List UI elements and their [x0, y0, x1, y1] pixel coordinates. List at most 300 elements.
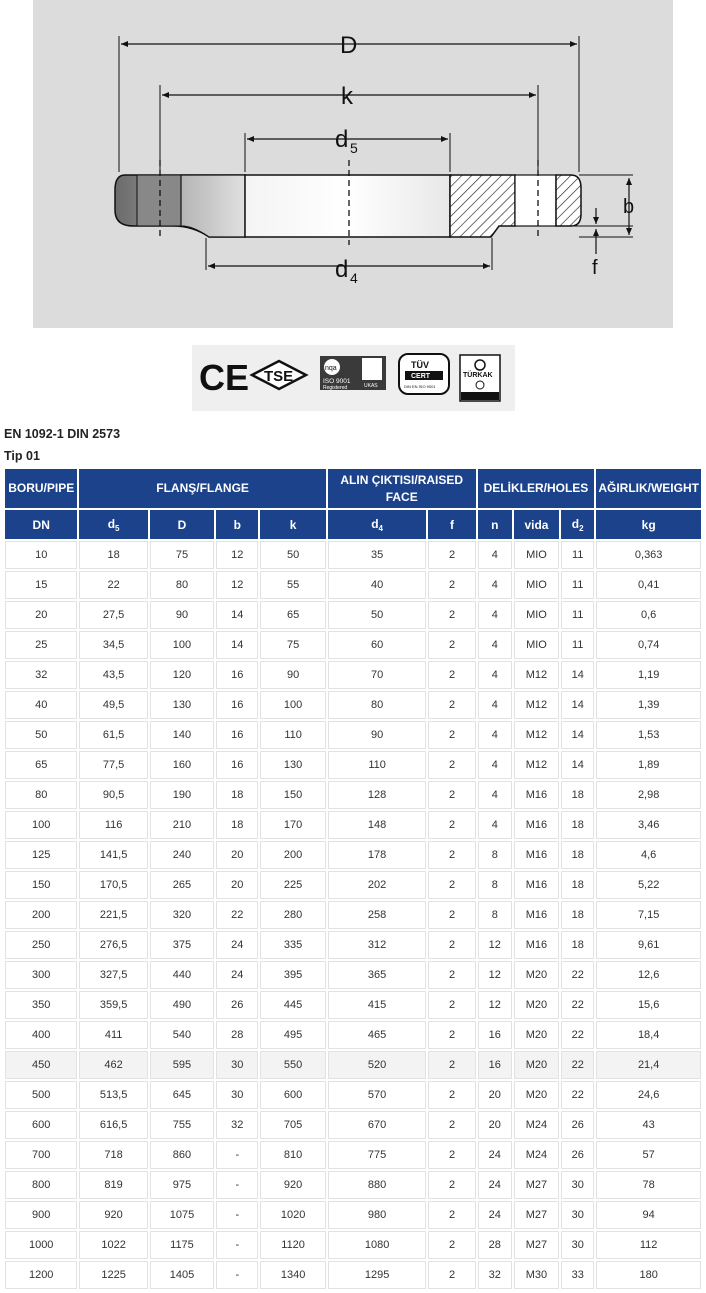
- turkak-logo-icon: [460, 355, 500, 401]
- col-d5-text: d: [107, 516, 116, 531]
- cell-D: 540: [150, 1021, 214, 1049]
- cell-n: 20: [478, 1111, 512, 1139]
- cell-b: 30: [216, 1081, 258, 1109]
- cell-d2: 11: [561, 601, 594, 629]
- cell-k: 550: [260, 1051, 325, 1079]
- cell-k: 495: [260, 1021, 325, 1049]
- cell-d5: 462: [79, 1051, 147, 1079]
- cell-vida: M12: [514, 661, 559, 689]
- cell-b: -: [216, 1231, 258, 1259]
- ukas-text: UKAS: [364, 383, 378, 389]
- cell-dn: 250: [5, 931, 77, 959]
- cell-n: 12: [478, 961, 512, 989]
- cell-d5: 819: [79, 1171, 147, 1199]
- cell-d5: 116: [79, 811, 147, 839]
- ce-mark-icon: CE: [199, 357, 250, 398]
- cell-d4: 365: [328, 961, 427, 989]
- table-row: [5, 751, 701, 779]
- cell-d2: 22: [561, 1021, 594, 1049]
- cell-f: 2: [428, 571, 475, 599]
- col-d2: [561, 510, 594, 539]
- cell-d5: 513,5: [79, 1081, 147, 1109]
- cell-k: 130: [260, 751, 325, 779]
- cell-D: 595: [150, 1051, 214, 1079]
- cell-kg: 12,6: [596, 961, 701, 989]
- cell-f: 2: [428, 1111, 475, 1139]
- cell-n: 12: [478, 991, 512, 1019]
- table-row: [5, 721, 701, 749]
- cell-kg: 1,89: [596, 751, 701, 779]
- cell-dn: 80: [5, 781, 77, 809]
- iso-line2-text: Registered: [323, 385, 348, 391]
- cell-f: 2: [428, 661, 475, 689]
- cell-vida: M16: [514, 781, 559, 809]
- cell-b: 16: [216, 721, 258, 749]
- header-pipe: BORU/PIPE: [5, 469, 77, 508]
- cell-D: 80: [150, 571, 214, 599]
- tuv-cert-logo-icon: [399, 354, 449, 394]
- cell-dn: 1200: [5, 1261, 77, 1289]
- turkak-text: TÜRKAK: [463, 372, 493, 379]
- dimension-label-D: D: [340, 32, 358, 59]
- cell-kg: 57: [596, 1141, 701, 1169]
- cell-f: 2: [428, 1231, 475, 1259]
- cell-kg: 0,74: [596, 631, 701, 659]
- cell-d5: 327,5: [79, 961, 147, 989]
- table-row: [5, 1081, 701, 1109]
- table-row: [5, 1231, 701, 1259]
- cell-d2: 33: [561, 1261, 594, 1289]
- tuv-top-text: TÜV: [411, 360, 429, 370]
- cell-f: 2: [428, 1201, 475, 1229]
- cell-f: 2: [428, 991, 475, 1019]
- cell-b: 16: [216, 661, 258, 689]
- header-weight: AĞIRLIK/WEIGHT: [596, 469, 701, 508]
- cell-dn: 300: [5, 961, 77, 989]
- cell-b: 14: [216, 601, 258, 629]
- cell-vida: M20: [514, 991, 559, 1019]
- cell-D: 100: [150, 631, 214, 659]
- cell-d2: 11: [561, 571, 594, 599]
- cell-d4: 50: [328, 601, 427, 629]
- cell-kg: 7,15: [596, 901, 701, 929]
- table-row: [5, 1201, 701, 1229]
- cell-dn: 150: [5, 871, 77, 899]
- cell-k: 150: [260, 781, 325, 809]
- cell-n: 8: [478, 901, 512, 929]
- cell-d4: 90: [328, 721, 427, 749]
- cell-d4: 70: [328, 661, 427, 689]
- cell-k: 65: [260, 601, 325, 629]
- col-d4: [328, 510, 427, 539]
- cell-d5: 359,5: [79, 991, 147, 1019]
- cell-kg: 78: [596, 1171, 701, 1199]
- cell-D: 240: [150, 841, 214, 869]
- cell-d5: 616,5: [79, 1111, 147, 1139]
- dimension-label-d4: d: [335, 256, 349, 283]
- cell-dn: 350: [5, 991, 77, 1019]
- cell-dn: 200: [5, 901, 77, 929]
- cell-n: 4: [478, 781, 512, 809]
- dimension-label-d5-sub: 5: [350, 140, 358, 156]
- certification-logos: [192, 345, 515, 411]
- cell-vida: M12: [514, 691, 559, 719]
- cell-n: 24: [478, 1201, 512, 1229]
- cell-vida: M16: [514, 841, 559, 869]
- cell-vida: M27: [514, 1171, 559, 1199]
- cell-kg: 15,6: [596, 991, 701, 1019]
- cell-vida: MIO: [514, 631, 559, 659]
- table-row: [5, 1261, 701, 1289]
- cell-d4: 465: [328, 1021, 427, 1049]
- cell-vida: MIO: [514, 541, 559, 569]
- cell-kg: 18,4: [596, 1021, 701, 1049]
- cell-d5: 18: [79, 541, 147, 569]
- cell-dn: 50: [5, 721, 77, 749]
- cell-k: 705: [260, 1111, 325, 1139]
- dimension-label-k: k: [341, 83, 353, 110]
- cell-n: 4: [478, 541, 512, 569]
- cell-d4: 312: [328, 931, 427, 959]
- cell-dn: 32: [5, 661, 77, 689]
- cell-d5: 141,5: [79, 841, 147, 869]
- cell-kg: 4,6: [596, 841, 701, 869]
- cell-n: 4: [478, 721, 512, 749]
- cell-dn: 700: [5, 1141, 77, 1169]
- cell-D: 140: [150, 721, 214, 749]
- cell-k: 335: [260, 931, 325, 959]
- cell-k: 50: [260, 541, 325, 569]
- cell-f: 2: [428, 781, 475, 809]
- cell-b: 16: [216, 751, 258, 779]
- cell-f: 2: [428, 721, 475, 749]
- cell-n: 4: [478, 751, 512, 779]
- cell-kg: 0,363: [596, 541, 701, 569]
- cell-k: 170: [260, 811, 325, 839]
- cell-d2: 18: [561, 901, 594, 929]
- cell-dn: 125: [5, 841, 77, 869]
- cell-k: 110: [260, 721, 325, 749]
- cell-D: 975: [150, 1171, 214, 1199]
- cell-k: 200: [260, 841, 325, 869]
- cell-kg: 94: [596, 1201, 701, 1229]
- cell-n: 20: [478, 1081, 512, 1109]
- col-k: k: [260, 510, 325, 539]
- cell-d5: 27,5: [79, 601, 147, 629]
- col-d4-sub: 4: [378, 523, 383, 533]
- cell-k: 600: [260, 1081, 325, 1109]
- cell-vida: M30: [514, 1261, 559, 1289]
- flange-dimensions-table: [3, 467, 703, 1291]
- cell-d5: 1225: [79, 1261, 147, 1289]
- cell-b: 14: [216, 631, 258, 659]
- table-row: [5, 961, 701, 989]
- cell-b: 18: [216, 811, 258, 839]
- cell-d2: 18: [561, 841, 594, 869]
- cell-n: 4: [478, 811, 512, 839]
- cell-f: 2: [428, 1051, 475, 1079]
- cell-k: 810: [260, 1141, 325, 1169]
- cell-f: 2: [428, 1141, 475, 1169]
- cell-dn: 25: [5, 631, 77, 659]
- dimension-label-b: b: [623, 196, 635, 218]
- cell-d2: 30: [561, 1171, 594, 1199]
- table-row: [5, 1111, 701, 1139]
- cell-vida: M20: [514, 1051, 559, 1079]
- cell-d2: 11: [561, 631, 594, 659]
- table-row: [5, 691, 701, 719]
- cell-d4: 60: [328, 631, 427, 659]
- cell-D: 755: [150, 1111, 214, 1139]
- cell-D: 75: [150, 541, 214, 569]
- cell-d4: 178: [328, 841, 427, 869]
- col-kg: kg: [596, 510, 701, 539]
- cell-d5: 221,5: [79, 901, 147, 929]
- cell-k: 1120: [260, 1231, 325, 1259]
- cell-D: 160: [150, 751, 214, 779]
- table-row: [5, 1051, 701, 1079]
- cell-D: 1075: [150, 1201, 214, 1229]
- cell-dn: 15: [5, 571, 77, 599]
- cell-f: 2: [428, 601, 475, 629]
- cell-b: 22: [216, 901, 258, 929]
- cell-n: 8: [478, 871, 512, 899]
- cell-vida: M20: [514, 961, 559, 989]
- cell-d2: 22: [561, 991, 594, 1019]
- cell-d2: 26: [561, 1141, 594, 1169]
- cell-n: 24: [478, 1171, 512, 1199]
- cell-b: -: [216, 1201, 258, 1229]
- cell-d4: 128: [328, 781, 427, 809]
- cell-d5: 920: [79, 1201, 147, 1229]
- cell-D: 320: [150, 901, 214, 929]
- cell-vida: MIO: [514, 601, 559, 629]
- iso9001-logo-icon: [320, 356, 386, 391]
- cell-vida: M16: [514, 931, 559, 959]
- iso-top-text: nqa: [325, 365, 337, 372]
- cell-kg: 180: [596, 1261, 701, 1289]
- cell-d5: 43,5: [79, 661, 147, 689]
- table-row: [5, 931, 701, 959]
- col-d2-text: d: [571, 516, 580, 531]
- table-row: [5, 541, 701, 569]
- dimension-label-d5: d: [335, 126, 349, 153]
- cell-d5: 411: [79, 1021, 147, 1049]
- cell-d4: 258: [328, 901, 427, 929]
- cell-dn: 400: [5, 1021, 77, 1049]
- table-row: [5, 841, 701, 869]
- type-subtitle: Tip 01: [4, 449, 40, 463]
- cell-D: 375: [150, 931, 214, 959]
- table-row: [5, 781, 701, 809]
- col-vida: vida: [514, 510, 559, 539]
- cell-f: 2: [428, 931, 475, 959]
- table-row: [5, 991, 701, 1019]
- cell-d2: 18: [561, 871, 594, 899]
- cell-dn: 20: [5, 601, 77, 629]
- col-d2-sub: 2: [579, 523, 584, 533]
- tuv-mid-text: CERT: [411, 373, 431, 380]
- cell-vida: M16: [514, 811, 559, 839]
- cell-vida: M20: [514, 1081, 559, 1109]
- cell-d4: 570: [328, 1081, 427, 1109]
- cell-b: 12: [216, 541, 258, 569]
- cell-n: 4: [478, 571, 512, 599]
- header-raised-face: ALIN ÇIKTISI/RAISED FACE: [328, 469, 476, 508]
- cell-D: 120: [150, 661, 214, 689]
- dimension-label-f: f: [592, 257, 598, 279]
- cell-D: 90: [150, 601, 214, 629]
- table-row: [5, 1021, 701, 1049]
- cell-d4: 1295: [328, 1261, 427, 1289]
- cell-kg: 1,53: [596, 721, 701, 749]
- cell-k: 90: [260, 661, 325, 689]
- cell-d5: 90,5: [79, 781, 147, 809]
- cell-k: 445: [260, 991, 325, 1019]
- cell-vida: M27: [514, 1231, 559, 1259]
- cell-kg: 112: [596, 1231, 701, 1259]
- cell-b: 24: [216, 961, 258, 989]
- table-row: [5, 631, 701, 659]
- cell-D: 645: [150, 1081, 214, 1109]
- cell-k: 920: [260, 1171, 325, 1199]
- cell-d4: 880: [328, 1171, 427, 1199]
- cell-f: 2: [428, 871, 475, 899]
- cell-dn: 100: [5, 811, 77, 839]
- cell-k: 100: [260, 691, 325, 719]
- tuv-bottom-text: DIN EN ISO 9001: [404, 384, 436, 389]
- cell-d2: 22: [561, 1051, 594, 1079]
- cell-dn: 1000: [5, 1231, 77, 1259]
- cell-b: -: [216, 1261, 258, 1289]
- cell-D: 190: [150, 781, 214, 809]
- cell-kg: 24,6: [596, 1081, 701, 1109]
- cell-D: 860: [150, 1141, 214, 1169]
- flange-technical-drawing: [33, 0, 673, 328]
- cell-dn: 900: [5, 1201, 77, 1229]
- cell-k: 1340: [260, 1261, 325, 1289]
- cell-vida: M16: [514, 901, 559, 929]
- table-row: [5, 601, 701, 629]
- cell-d2: 18: [561, 781, 594, 809]
- cell-kg: 1,39: [596, 691, 701, 719]
- cell-f: 2: [428, 1261, 475, 1289]
- cell-n: 8: [478, 841, 512, 869]
- col-b: b: [216, 510, 258, 539]
- table-row: [5, 661, 701, 689]
- cell-f: 2: [428, 811, 475, 839]
- cell-dn: 450: [5, 1051, 77, 1079]
- cell-d2: 14: [561, 721, 594, 749]
- table-row: [5, 871, 701, 899]
- cell-n: 16: [478, 1051, 512, 1079]
- cell-d4: 980: [328, 1201, 427, 1229]
- iso-line1-text: ISO 9001: [323, 378, 351, 385]
- cell-kg: 0,41: [596, 571, 701, 599]
- cell-d2: 14: [561, 751, 594, 779]
- tse-logo-text: TSE: [264, 368, 294, 385]
- cell-b: 30: [216, 1051, 258, 1079]
- cell-d4: 670: [328, 1111, 427, 1139]
- cell-b: -: [216, 1171, 258, 1199]
- cell-D: 440: [150, 961, 214, 989]
- cell-n: 16: [478, 1021, 512, 1049]
- cell-kg: 9,61: [596, 931, 701, 959]
- cell-k: 75: [260, 631, 325, 659]
- table-row: [5, 811, 701, 839]
- col-D: D: [150, 510, 214, 539]
- cell-f: 2: [428, 1021, 475, 1049]
- cell-vida: M16: [514, 871, 559, 899]
- cell-f: 2: [428, 691, 475, 719]
- table-row: [5, 571, 701, 599]
- cell-n: 4: [478, 601, 512, 629]
- cell-f: 2: [428, 631, 475, 659]
- cell-n: 4: [478, 631, 512, 659]
- cell-d5: 34,5: [79, 631, 147, 659]
- cell-f: 2: [428, 751, 475, 779]
- cell-n: 32: [478, 1261, 512, 1289]
- cell-d2: 30: [561, 1201, 594, 1229]
- cell-D: 1175: [150, 1231, 214, 1259]
- cell-d4: 40: [328, 571, 427, 599]
- cell-d4: 148: [328, 811, 427, 839]
- cell-kg: 21,4: [596, 1051, 701, 1079]
- cell-b: 20: [216, 871, 258, 899]
- cell-k: 1020: [260, 1201, 325, 1229]
- cell-b: -: [216, 1141, 258, 1169]
- table-row: [5, 1141, 701, 1169]
- cell-dn: 800: [5, 1171, 77, 1199]
- header-flange: FLANŞ/FLANGE: [79, 469, 325, 508]
- cell-d2: 22: [561, 961, 594, 989]
- cell-vida: M27: [514, 1201, 559, 1229]
- cell-d2: 11: [561, 541, 594, 569]
- cell-d2: 26: [561, 1111, 594, 1139]
- col-d5-sub: 5: [115, 523, 120, 533]
- cell-k: 280: [260, 901, 325, 929]
- cell-d5: 718: [79, 1141, 147, 1169]
- col-d4-text: d: [371, 516, 379, 531]
- cell-dn: 40: [5, 691, 77, 719]
- cell-k: 55: [260, 571, 325, 599]
- cell-kg: 3,46: [596, 811, 701, 839]
- cell-D: 130: [150, 691, 214, 719]
- standard-title: EN 1092-1 DIN 2573: [4, 427, 121, 441]
- cell-d2: 18: [561, 931, 594, 959]
- cell-d2: 18: [561, 811, 594, 839]
- cell-d5: 1022: [79, 1231, 147, 1259]
- cell-d5: 49,5: [79, 691, 147, 719]
- table-row: [5, 1171, 701, 1199]
- cell-b: 28: [216, 1021, 258, 1049]
- cell-d4: 110: [328, 751, 427, 779]
- cell-n: 12: [478, 931, 512, 959]
- cell-d4: 1080: [328, 1231, 427, 1259]
- cell-n: 24: [478, 1141, 512, 1169]
- cell-d5: 77,5: [79, 751, 147, 779]
- cell-f: 2: [428, 841, 475, 869]
- cell-d2: 14: [561, 691, 594, 719]
- cell-d5: 170,5: [79, 871, 147, 899]
- table-row: [5, 901, 701, 929]
- cell-d4: 202: [328, 871, 427, 899]
- cell-n: 4: [478, 691, 512, 719]
- cell-b: 16: [216, 691, 258, 719]
- cell-d5: 61,5: [79, 721, 147, 749]
- cell-b: 32: [216, 1111, 258, 1139]
- tse-logo-icon: [252, 361, 306, 389]
